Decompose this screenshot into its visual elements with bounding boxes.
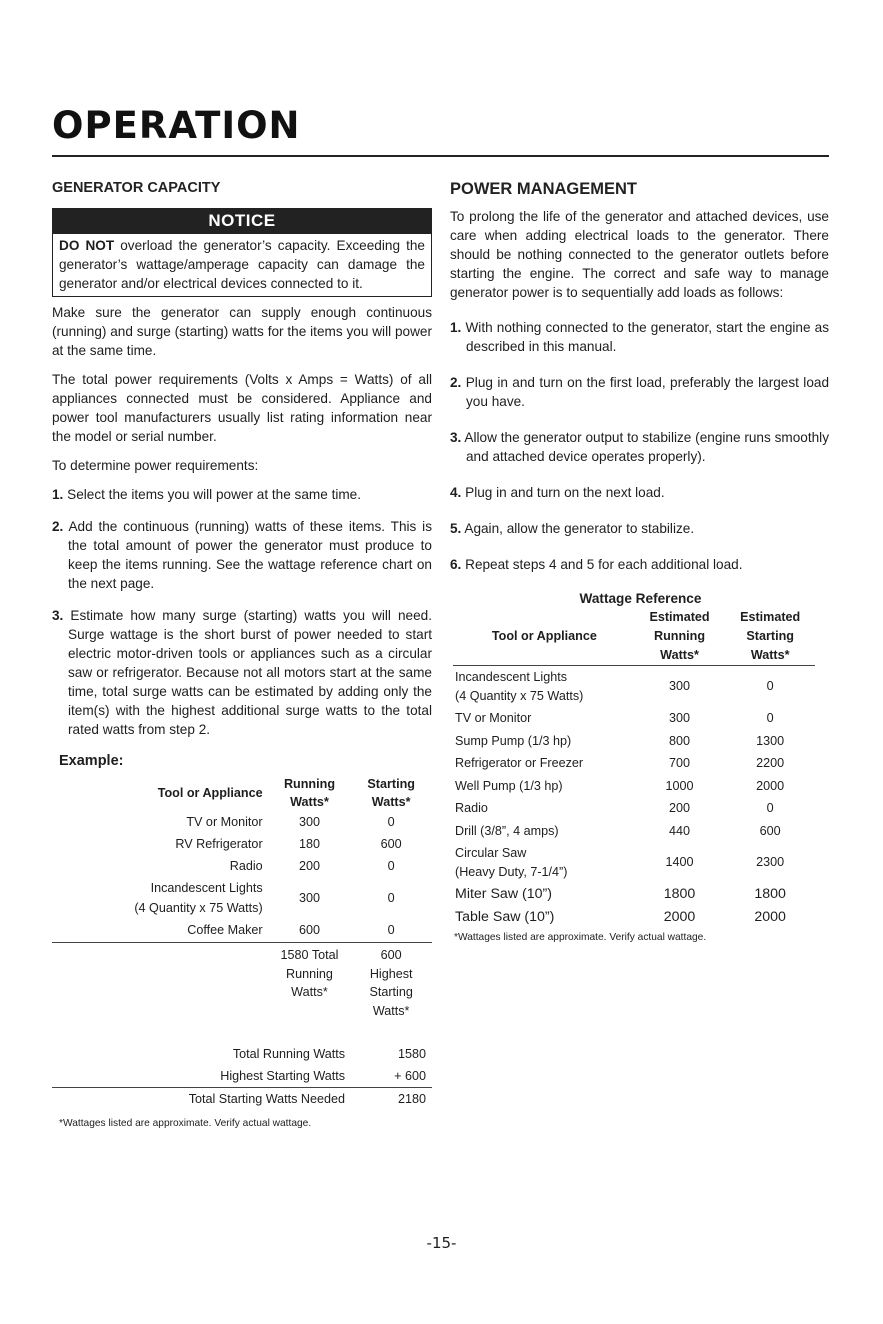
step-number: 4.	[450, 485, 462, 500]
example-row	[52, 833, 432, 855]
example-label: Example:	[59, 753, 124, 769]
wattage-tool-name: Refrigerator or Freezer	[455, 756, 584, 770]
wattage-tool-name: Incandescent Lights (4 Quantity x 75 Watts)	[455, 670, 584, 703]
step-number: 3.	[52, 608, 64, 623]
wattage-row	[453, 775, 815, 798]
example-starting-watts: 0	[387, 859, 395, 873]
title-divider	[52, 155, 829, 157]
wattage-running: 700	[669, 756, 691, 770]
wattage-reference-table	[453, 608, 815, 928]
wattage-starting: 2000	[754, 908, 786, 925]
step-text: Repeat steps 4 and 5 for each additional load.	[465, 557, 743, 572]
example-header-tool: Tool or Appliance	[157, 786, 263, 800]
notice-text	[53, 234, 431, 296]
wattage-running: 300	[669, 679, 691, 694]
example-tool-name: Coffee Maker	[52, 919, 269, 943]
capacity-step	[52, 485, 432, 504]
power-management-steps	[450, 318, 829, 574]
wattage-tool-name: TV or Monitor	[455, 711, 532, 725]
wattage-starting: 0	[766, 801, 774, 815]
wattage-running: 200	[669, 801, 691, 815]
wattage-starting: 0	[766, 711, 774, 725]
example-row	[52, 877, 432, 919]
wr-header-running: Estimated Running Watts*	[649, 610, 710, 662]
example-tool-name: TV or Monitor	[186, 815, 263, 829]
summary-value: + 600	[345, 1065, 432, 1088]
wattage-running: 2000	[663, 908, 696, 925]
step-text: Select the items you will power at the same time.	[67, 487, 362, 502]
wattage-starting: 2000	[756, 778, 785, 793]
capacity-step	[52, 606, 432, 739]
generator-capacity-heading: GENERATOR CAPACITY	[52, 180, 221, 196]
step-number: 3.	[450, 430, 462, 445]
wattage-starting: 1800	[754, 886, 786, 902]
summary-label: Total Starting Watts Needed	[188, 1092, 346, 1106]
example-running-watts: 300	[298, 891, 320, 905]
summary-label: Highest Starting Watts	[52, 1065, 345, 1088]
step-number: 1.	[52, 487, 64, 502]
example-row	[52, 855, 432, 877]
wattage-row	[453, 752, 815, 775]
example-starting-watts: 0	[387, 815, 395, 829]
wattage-row	[453, 883, 815, 906]
wattage-row	[453, 842, 815, 883]
notice-box	[52, 208, 432, 297]
wattage-running: 440	[669, 823, 691, 838]
wattage-tool-name: Miter Saw (10”)	[455, 886, 552, 902]
summary-row	[52, 1088, 432, 1111]
step-text: Again, allow the generator to stabilize.	[464, 521, 695, 536]
page-title: OPERATION	[52, 104, 301, 147]
example-running-watts: 300	[298, 815, 320, 829]
wattage-starting: 2200	[756, 756, 785, 770]
summary-row	[52, 1043, 432, 1065]
wattage-running: 1000	[665, 778, 694, 793]
step-text: Add the continuous (running) watts of these items. This is the total amount of power the generator must produce to keep the items running. See the wattage reference chart on the next page.	[68, 519, 432, 591]
example-running-watts: 600	[269, 919, 351, 943]
notice-title: NOTICE	[53, 209, 431, 234]
example-running-watts: 200	[298, 859, 320, 873]
wattage-row	[453, 730, 815, 753]
wattage-tool-name: Radio	[455, 801, 488, 815]
example-footnote: *Wattages listed are approximate. Verify actual wattage.	[59, 1118, 312, 1129]
step-number: 1.	[450, 320, 462, 335]
wattage-starting: 1300	[756, 733, 785, 748]
power-step	[450, 373, 829, 411]
power-management-intro: To prolong the life of the generator and attached devices, use care when adding electrical loads to the generator. There should be nothing connected to the generator outlets before starting the engine. The correct and safe way to manage generator power is to sequentially add loads as follows:	[450, 209, 829, 300]
wattage-tool-name: Well Pump (1/3 hp)	[455, 778, 563, 793]
wattage-row	[453, 666, 815, 708]
wr-header-starting: Estimated Starting Watts*	[740, 610, 801, 662]
example-tool-name: RV Refrigerator	[175, 837, 263, 851]
step-text: Plug in and turn on the next load.	[465, 485, 665, 500]
notice-body: overload the generator’s capacity. Exceeding the generator’s wattage/amperage capacity can damage the generator and/or electrical devices connected to it.	[59, 238, 425, 291]
example-header-starting: Starting Watts*	[367, 777, 415, 809]
example-row	[52, 919, 432, 943]
wattage-running: 300	[669, 711, 691, 725]
step-number: 2.	[52, 519, 64, 534]
summary-label: Total Running Watts	[232, 1047, 346, 1061]
wattage-reference-title: Wattage Reference	[579, 591, 702, 606]
page-number: -15-	[426, 1234, 457, 1252]
wattage-running: 800	[669, 733, 691, 748]
step-number: 2.	[450, 375, 462, 390]
step-number: 5.	[450, 521, 462, 536]
step-number: 6.	[450, 557, 462, 572]
example-totals-row	[52, 943, 432, 1022]
wattage-row	[453, 797, 815, 820]
power-step	[450, 555, 829, 574]
wattage-tool-name: Drill (3/8”, 4 amps)	[455, 823, 559, 838]
wattage-tool-name: Sump Pump (1/3 hp)	[455, 733, 572, 748]
paragraph: The total power requirements (Volts x Amps = Watts) of all appliances connected must be considered. Appliance and power tool manufacturers usually list rating information near the model or serial number.	[52, 372, 432, 444]
wattage-running: 1800	[663, 886, 696, 902]
wattage-starting: 600	[759, 823, 781, 838]
capacity-step	[52, 517, 432, 593]
summary-row	[52, 1065, 432, 1088]
wattage-reference-footnote: *Wattages listed are approximate. Verify actual wattage.	[454, 932, 707, 943]
step-text: Allow the generator output to stabilize (engine runs smoothly and attached device operates properly).	[464, 430, 829, 464]
power-management-section	[450, 176, 829, 943]
paragraph: To determine power requirements:	[52, 458, 259, 473]
example-starting-watts: 0	[387, 891, 395, 905]
example-header-running: Running Watts*	[283, 777, 336, 809]
example-running-watts: 180	[298, 837, 320, 851]
paragraph: Make sure the generator can supply enough continuous (running) and surge (starting) watts for the items you will power at the same time.	[52, 305, 432, 358]
example-tool-name: Incandescent Lights (4 Quantity x 75 Watts)	[134, 881, 263, 915]
wattage-tool-name: Circular Saw (Heavy Duty, 7-1/4”)	[455, 846, 568, 879]
step-text: With nothing connected to the generator, start the engine as described in this manual.	[465, 320, 829, 354]
power-step	[450, 519, 829, 538]
summary-value: 1580	[397, 1047, 426, 1061]
step-text: Plug in and turn on the first load, preferably the largest load you have.	[465, 375, 829, 409]
wattage-starting: 0	[766, 679, 774, 694]
power-step	[450, 318, 829, 356]
wattage-starting: 2300	[756, 855, 785, 870]
wattage-tool-name: Table Saw (10”)	[455, 908, 555, 925]
power-step	[450, 483, 829, 502]
wattage-row	[453, 820, 815, 843]
example-tool-name: Radio	[229, 859, 263, 873]
notice-lead: DO NOT	[59, 238, 115, 253]
example-total-running: 1580 Total Running Watts*	[280, 948, 339, 999]
power-step	[450, 428, 829, 466]
wattage-running: 1400	[665, 855, 694, 870]
power-management-heading: POWER MANAGEMENT	[450, 180, 637, 198]
wattage-row	[453, 707, 815, 730]
example-highest-starting: 600 Highest Starting Watts*	[369, 948, 413, 1018]
example-starting-watts: 0	[350, 919, 432, 943]
example-row	[52, 811, 432, 833]
example-table	[52, 775, 432, 1021]
wr-header-tool: Tool or Appliance	[491, 629, 597, 643]
step-text: Estimate how many surge (starting) watts you will need. Surge wattage is the short burst of power needed to start electric motor-driven tools or appliances such as a circular saw or refrigerator. Because not all motors start at the same time, total surge watts can be estimated by adding only the item(s) with the highest additional surge watts to the total rated watts from step 2.	[68, 608, 432, 737]
summary-table	[52, 1043, 432, 1110]
example-starting-watts: 600	[380, 837, 402, 851]
wattage-row	[453, 906, 815, 929]
summary-value: 2180	[397, 1092, 426, 1106]
generator-capacity-section	[52, 176, 432, 1129]
